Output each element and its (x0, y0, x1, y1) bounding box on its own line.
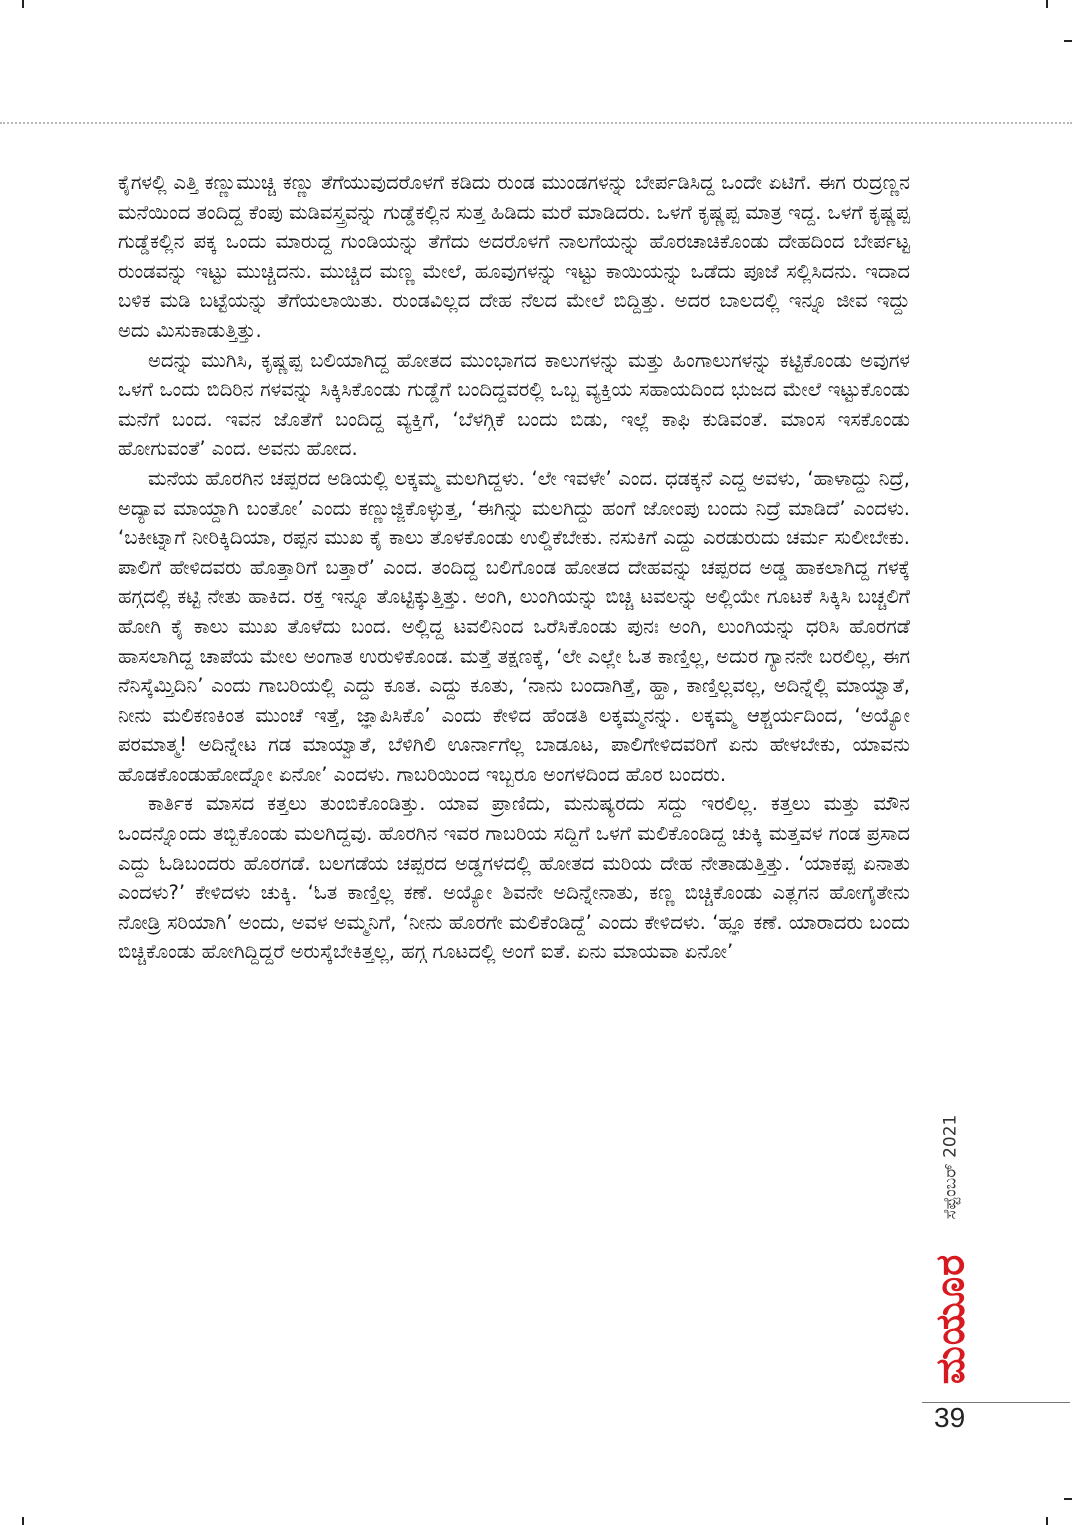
page-number: 39 (934, 1402, 966, 1433)
paragraph-1: ಕೈಗಳಲ್ಲಿ ಎತ್ತಿ ಕಣ್ಣುಮುಚ್ಚಿ ಕಣ್ಣು ತೆಗೆಯುವುದರೊಳಗೆ ಕಡಿದು ರುಂಡ ಮುಂಡಗಳನ್ನು ಬೇರ್ಪಡಿಸಿದ್ದ ಒಂದೇ ಏಟಿಗೆ. ಈಗ ರುದ್ರಣ್ಣನ ಮನೆಯಿಂದ ತಂದಿದ್ದ ಕೆಂಪು ಮಡಿವಸ್ತ್ರವನ್ನು ಗುಡ್ಡೆಕಲ್ಲಿನ ಸುತ್ತ ಹಿಡಿದು ಮರೆ ಮಾಡಿದರು. ಒಳಗೆ ಕೃಷ್ಣಪ್ಪ ಮಾತ್ರ ಇದ್ದ. ಒಳಗೆ ಕೃಷ್ಣಪ್ಪ ಗುಡ್ಡೆಕಲ್ಲಿನ ಪಕ್ಕ ಒಂದು ಮಾರುದ್ದ ಗುಂಡಿಯನ್ನು ತೆಗೆದು ಅದರೊಳಗೆ ನಾಲಗೆಯನ್ನು ಹೊರಚಾಚಿಕೊಂಡು ದೇಹದಿಂದ ಬೇರ್ಪಟ್ಟ ರುಂಡವನ್ನು ಇಟ್ಟು ಮುಚ್ಚಿದನು. ಮುಚ್ಚಿದ ಮಣ್ಣ ಮೇಲೆ, ಹೂವುಗಳನ್ನು ಇಟ್ಟು ಕಾಯಿಯನ್ನು ಒಡೆದು ಪೂಜೆ ಸಲ್ಲಿಸಿದನು. ಇದಾದ ಬಳಿಕ ಮಡಿ ಬಟ್ಟೆಯನ್ನು ತೆಗೆಯಲಾಯಿತು. ರುಂಡವಿಲ್ಲದ ದೇಹ ನೆಲದ ಮೇಲೆ ಬಿದ್ದಿತ್ತು. ಅದರ ಬಾಲದಲ್ಲಿ ಇನ್ನೂ ಜೀವ ಇದ್ದು ಅದು ಮಿಸುಕಾಡುತ್ತಿತ್ತು. (118, 171, 910, 342)
issue-date-text: ಸೆಪ್ಟೆಂಬರ್ 2021 (940, 1114, 960, 1220)
crop-mark-right-lower (1064, 1498, 1072, 1500)
article-body (118, 168, 910, 967)
crop-mark-right-upper (1064, 40, 1072, 42)
crop-mark-top-right (1046, 0, 1048, 8)
paragraph-2: ಅದನ್ನು ಮುಗಿಸಿ, ಕೃಷ್ಣಪ್ಪ ಬಲಿಯಾಗಿದ್ದ ಹೋತದ ಮುಂಭಾಗದ ಕಾಲುಗಳನ್ನು ಮತ್ತು ಹಿಂಗಾಲುಗಳನ್ನು ಕಟ್ಟಿಕೊಂಡು ಅವುಗಳ ಒಳಗೆ ಒಂದು ಬಿದಿರಿನ ಗಳವನ್ನು ಸಿಕ್ಕಿಸಿಕೊಂಡು ಗುಡ್ಡೆಗೆ ಬಂದಿದ್ದವರಲ್ಲಿ ಒಬ್ಬ ವ್ಯಕ್ತಿಯ ಸಹಾಯದಿಂದ ಭುಜದ ಮೇಲೆ ಇಟ್ಟುಕೊಂಡು ಮನೆಗೆ ಬಂದ. ಇವನ ಜೊತೆಗೆ ಬಂದಿದ್ದ ವ್ಯಕ್ತಿಗೆ, ‘ಬೆಳಗ್ಗಿಕೆ ಬಂದು ಬಿಡು, ಇಲ್ಲೆ ಕಾಫಿ ಕುಡಿವಂತೆ. ಮಾಂಸ ಇಸಕೊಂಡು ಹೋಗುವಂತೆ’ ಎಂದ. ಅವನು ಹೋದ. (118, 348, 910, 461)
magazine-logo-text: ಮಯೂರ (927, 1253, 973, 1385)
paragraph-4: ಕಾರ್ತಿಕ ಮಾಸದ ಕತ್ತಲು ತುಂಬಿಕೊಂಡಿತ್ತು. ಯಾವ ಪ್ರಾಣಿದು, ಮನುಷ್ಯರದು ಸದ್ದು ಇರಲಿಲ್ಲ. ಕತ್ತಲು ಮತ್ತು ಮೌನ ಒಂದನ್ನೊಂದು ತಬ್ಬಿಕೊಂಡು ಮಲಗಿದ್ದವು. ಹೊರಗಿನ ಇವರ ಗಾಬರಿಯ ಸದ್ದಿಗೆ ಒಳಗೆ ಮಲಿಕೊಂಡಿದ್ದ ಚುಕ್ಕಿ ಮತ್ತವಳ ಗಂಡ ಪ್ರಸಾದ ಎದ್ದು ಓಡಿಬಂದರು ಹೊರಗಡೆ. ಬಲಗಡೆಯ ಚಪ್ಪರದ ಅಡ್ಡಗಳದಲ್ಲಿ ಹೋತದ ಮರಿಯ ದೇಹ ನೇತಾಡುತ್ತಿತ್ತು. ‘ಯಾಕಪ್ಪ ಏನಾತು ಎಂದಳು?’ ಕೇಳಿದಳು ಚುಕ್ಕಿ. ‘ಓತ ಕಾಣ್ತಿಲ್ಲ ಕಣೆ. ಅಯ್ಯೋ ಶಿವನೇ ಅದಿನ್ನೇನಾತು, ಕಣ್ಣ ಬಿಚ್ಚಿಕೊಂಡು ಎತ್ಲಗನ ಹೋಗೈತೇನು ನೋಡ್ರಿ ಸರಿಯಾಗಿ’ ಅಂದು, ಅವಳ ಅಮ್ಮನಿಗೆ, ‘ನೀನು ಹೊರಗೇ ಮಲಿಕೆಂಡಿದ್ದೆ’ ಎಂದು ಕೇಳಿದಳು. ‘ಹ್ಞೂ ಕಣೆ. ಯಾರಾದರು ಬಂದು ಬಿಚ್ಚಿಕೊಂಡು ಹೋಗಿದ್ದಿದ್ದರೆ ಅರುಸ್ಕೆಬೇಕಿತ್ತಲ್ಲ, ಹಗ್ಗ ಗೂಟದಲ್ಲಿ ಅಂಗೆ ಐತೆ. ಏನು ಮಾಯವಾ ಏನೋ’ (118, 792, 910, 964)
paragraph-3: ಮನೆಯ ಹೊರಗಿನ ಚಪ್ಪರದ ಅಡಿಯಲ್ಲಿ ಲಕ್ಕಮ್ಮ ಮಲಗಿದ್ದಳು. ‘ಲೇ ಇವಳೇ’ ಎಂದ. ಧಡಕ್ಕನೆ ಎದ್ದ ಅವಳು, ‘ಹಾಳಾದ್ದು ನಿದ್ರೆ, ಅದ್ಯಾವ ಮಾಯ್ದಾಗಿ ಬಂತೋ’ ಎಂದು ಕಣ್ಣುಜ್ಜಿಕೊಳ್ಳುತ್ತ, ‘ಈಗಿನ್ನು ಮಲಗಿದ್ದು ಹಂಗೆ ಜೋಂಪು ಬಂದು ನಿದ್ರೆ ಮಾಡಿದೆ’ ಎಂದಳು. ‘ಬಕೀಟ್ನಾಗೆ ನೀರಿಕ್ಕಿದಿಯಾ, ರಪ್ಪನ ಮುಖ ಕೈ ಕಾಲು ತೊಳಕೊಂಡು ಉಲ್ಡಿಕೆಬೇಕು. ನಸುಕಿಗೆ ಎದ್ದು ಎರಡುರುದು ಚರ್ಮ ಸುಲೀಬೇಕು. ಪಾಲಿಗೆ ಹೇಳಿದವರು ಹೊತ್ತಾರಿಗೆ ಬತ್ತಾರೆ’ ಎಂದ. ತಂದಿದ್ದ ಬಲಿಗೊಂಡ ಹೋತದ ದೇಹವನ್ನು ಚಪ್ಪರದ ಅಡ್ಡ ಹಾಕಲಾಗಿದ್ದ ಗಳಕ್ಕೆ ಹಗ್ಗದಲ್ಲಿ ಕಟ್ಟಿ ನೇತು ಹಾಕಿದ. ರಕ್ತ ಇನ್ನೂ ತೊಟ್ಟಿಕ್ಕುತ್ತಿತ್ತು. ಅಂಗಿ, ಲುಂಗಿಯನ್ನು ಬಿಚ್ಚಿ ಟವಲನ್ನು ಅಲ್ಲಿಯೇ ಗೂಟಕೆ ಸಿಕ್ಕಿಸಿ ಬಚ್ಚಲಿಗೆ ಹೋಗಿ ಕೈ ಕಾಲು ಮುಖ ತೊಳೆದು ಬಂದ. ಅಲ್ಲಿದ್ದ ಟವಲಿನಿಂದ ಒರೆಸಿಕೊಂಡು ಪುನಃ ಅಂಗಿ, ಲುಂಗಿಯನ್ನು ಧರಿಸಿ ಹೊರಗಡೆ ಹಾಸಲಾಗಿದ್ದ ಚಾಪೆಯ ಮೇಲ ಅಂಗಾತ ಉರುಳಿಕೊಂಡ. ಮತ್ತೆ ತಕ್ಷಣಕ್ಕೆ, ‘ಲೇ ಎಲ್ಲೇ ಓತ ಕಾಣ್ತಿಲ್ಲ, ಅದುರ ಗ್ಯಾನನೇ ಬರಲಿಲ್ಲ, ಈಗ ನೆನಿಸ್ಕೆಮ್ತಿದಿನಿ’ ಎಂದು ಗಾಬರಿಯಲ್ಲಿ ಎದ್ದು ಕೂತ. ಎದ್ದು ಕೂತು, ‘ನಾನು ಬಂದಾಗಿತ್ತೆ, ಹ್ಹಾ, ಕಾಣ್ತಿಲ್ಲವಲ್ಲ, ಅದಿನ್ನೆಲ್ಲಿ ಮಾಯ್ವಾತೆ, ನೀನು ಮಲಿಕಣಕಿಂತ ಮುಂಚೆ ಇತ್ತೆ, ಜ್ಞಾಪಿಸಿಕೊ’ ಎಂದು ಕೇಳಿದ ಹೆಂಡತಿ ಲಕ್ಕಮ್ಮನನ್ನು. ಲಕ್ಕಮ್ಮ ಆಶ್ಚರ್ಯದಿಂದ, ‘ಅಯ್ಯೋ ಪರಮಾತ್ಮ! ಅದಿನ್ನೇಟ ಗಡ ಮಾಯ್ವಾತೆ, ಬೆಳಿಗಿಲಿ ಊರ್ನಾಗೆಲ್ಲ ಬಾಡೂಟ, ಪಾಲಿಗೇಳಿದವರಿಗೆ ಏನು ಹೇಳಬೇಕು, ಯಾವನು ಹೊಡಕೊಂಡುಹೋದ್ನೋ ಏನೋ’ ಎಂದಳು. ಗಾಬರಿಯಿಂದ ಇಬ್ಬರೂ ಅಂಗಳದಿಂದ ಹೊರ ಬಂದರು. (118, 466, 910, 786)
crop-mark-top-left (22, 0, 24, 8)
crop-mark-bottom-left (22, 1517, 24, 1525)
issue-date (930, 1082, 970, 1252)
crop-mark-bottom-right (1046, 1517, 1048, 1525)
magazine-logo (924, 1253, 976, 1385)
header-dotted-rule (0, 122, 1072, 124)
